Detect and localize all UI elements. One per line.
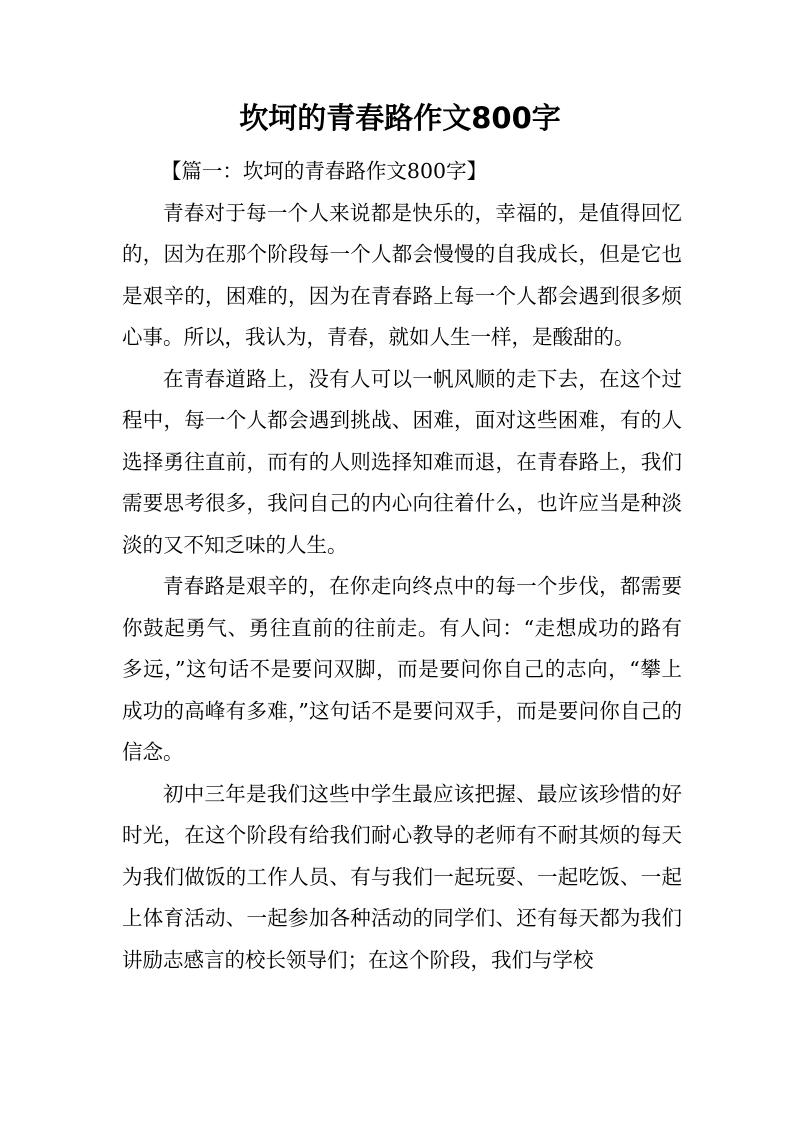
paragraph-4: 初中三年是我们这些中学生最应该把握、最应该珍惜的好时光，在这个阶段有给我们耐心教导的老师有不耐其烦的每天为我们做饭的工作人员、有与我们一起玩耍、一起吃饭、一起上体育活动、一起参加各种活动的同学们、还有每天都为我们讲励志感言的校长领导们；在这个阶段，我们与学校 [122, 781, 682, 972]
paragraph-2: 在青春道路上，没有人可以一帆风顺的走下去，在这个过程中，每一个人都会遇到挑战、困难，面对这些困难，有的人选择勇往直前，而有的人则选择知难而退，在青春路上，我们需要思考很多，我问自己的内心向往着什么，也许应当是种淡淡的又不知乏味的人生。 [122, 366, 682, 557]
paragraph-1: 青春对于每一个人来说都是快乐的，幸福的，是值得回忆的，因为在那个阶段每一个人都会慢慢的自我成长，但是它也是艰辛的，困难的，因为在青春路上每一个人都会遇到很多烦心事。所以，我认为，青春，就如人生一样，是酸甜的。 [122, 200, 682, 349]
document-body [122, 151, 682, 981]
document-title: 坎坷的青春路作文800字 [239, 101, 561, 135]
paragraph-3: 青春路是艰辛的，在你走向终点中的每一个步伐，都需要你鼓起勇气、勇往直前的往前走。有人问：“走想成功的路有多远，”这句话不是要问双脚，而是要问你自己的志向，“攀上成功的高峰有多难，”这句话不是要问双手，而是要问你自己的信念。 [122, 574, 682, 764]
section-heading: 【篇一：坎坷的青春路作文800字】 [160, 159, 488, 183]
